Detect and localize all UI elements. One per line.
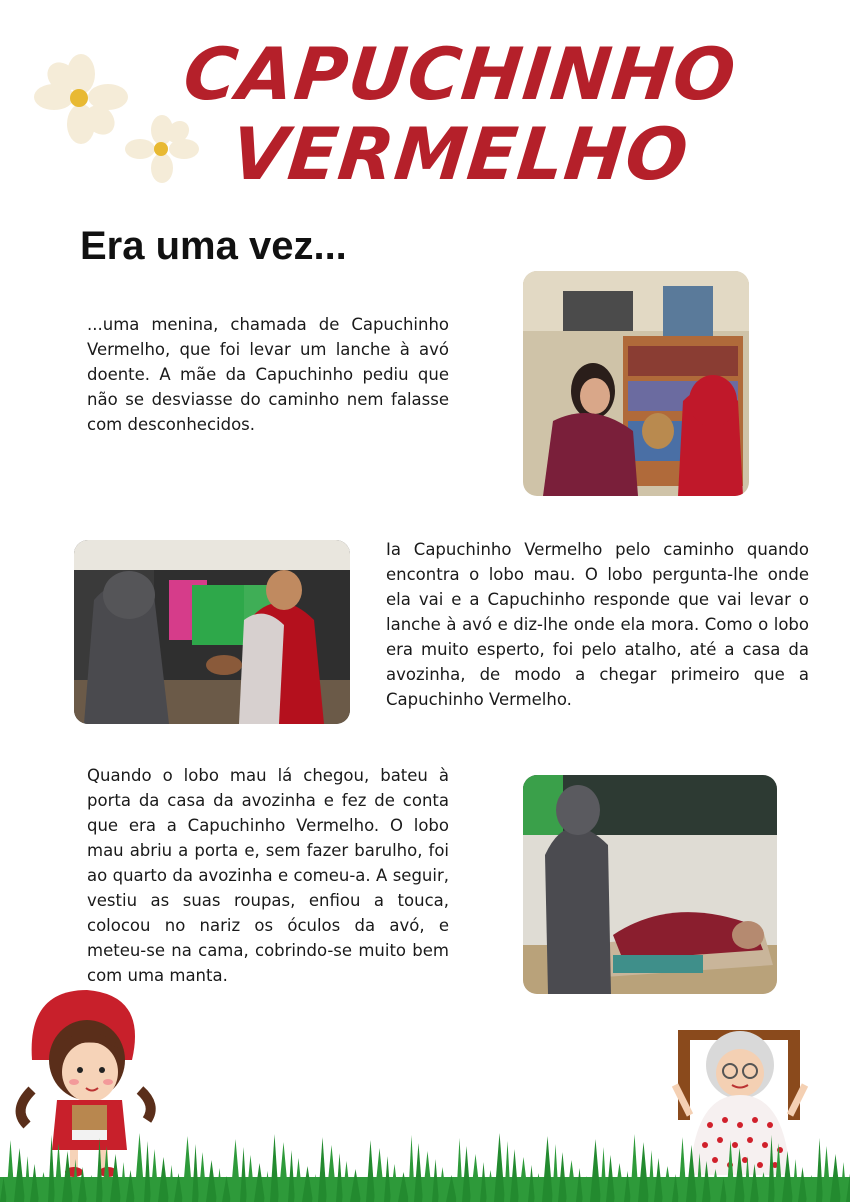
grass-blade — [414, 1143, 423, 1202]
story-paragraph-3: Quando o lobo mau lá chegou, bateu à porta da casa da avozinha e fez de conta que era a Capuchinho Vermelho. O lobo mau abriu a porta e, sem fazer barulho, foi ao quarto da avozinha e comeu-a. A seguir, vestiu as suas roupas, enfiou a touca, colocou no nariz os óculos da avó, e meteu-se na cama, cobrindo-se muito bem com uma manta. — [87, 766, 449, 985]
grass-blade — [270, 1134, 279, 1202]
grass-blade — [134, 1133, 145, 1202]
grass-blade — [96, 1138, 103, 1202]
grass-blade — [510, 1149, 519, 1202]
story-paragraph-1: ...uma menina, chamada de Capuchinho Vermelho, que foi levar um lanche à avó doente. A mãe da Capuchinho pediu que não se desviasse do caminho nem falasse com desconhecidos. — [87, 315, 449, 434]
page-title-line2: VERMELHO — [227, 112, 693, 196]
grass-blade — [374, 1148, 385, 1202]
grass-border — [0, 1122, 850, 1202]
grass-blade — [150, 1149, 159, 1202]
grass-blade — [48, 1135, 55, 1202]
grass-blade — [144, 1141, 151, 1202]
grass-blade — [14, 1148, 25, 1202]
grass-blade — [504, 1141, 511, 1202]
grass-blade — [630, 1134, 639, 1202]
grass-blade — [648, 1150, 655, 1202]
grass-blade — [590, 1139, 601, 1202]
grass-blade — [686, 1145, 697, 1202]
grass-blade — [734, 1148, 745, 1202]
grass-blade — [326, 1145, 337, 1202]
grass-blade — [600, 1147, 607, 1202]
grass-blade — [102, 1146, 111, 1202]
grass-blade — [542, 1136, 553, 1202]
grass-blade — [462, 1146, 471, 1202]
grass-blade — [240, 1147, 247, 1202]
story-paragraph-2: Ia Capuchinho Vermelho pelo caminho quando encontra o lobo mau. O lobo pergunta-lhe onde ela vai e a Capuchinho responde que vai levar o lanche à avó e diz-lhe onde ela mora. Como o lobo era muito esperto, foi pelo atalho, até a casa da avozinha, de modo a chegar primeiro que a Capuchinho Vermelho. — [386, 540, 809, 709]
grass-blade — [494, 1133, 505, 1202]
grass-blade — [318, 1137, 327, 1202]
page-title-line1: CAPUCHINHO — [179, 32, 741, 116]
grass-blade — [366, 1140, 375, 1202]
grass-blade — [408, 1135, 415, 1202]
grass-blade — [230, 1139, 241, 1202]
grass-blade — [768, 1135, 775, 1202]
grass-blade — [638, 1142, 649, 1202]
grass-blade — [278, 1142, 289, 1202]
grass-blade — [678, 1137, 687, 1202]
grass-blade — [54, 1143, 63, 1202]
grass-blade — [288, 1150, 295, 1202]
grass-blade — [456, 1138, 463, 1202]
grass-blade — [774, 1143, 783, 1202]
grass-blade — [182, 1136, 193, 1202]
grass-blade — [782, 1151, 793, 1202]
grass-blade — [816, 1138, 823, 1202]
grass-blade — [62, 1151, 73, 1202]
photo-wolf-at-grandma-bed — [523, 775, 777, 994]
grass-blade — [726, 1140, 735, 1202]
flower-large-icon — [32, 52, 130, 146]
section-heading: Era uma vez... — [80, 224, 347, 268]
photo-teacher-and-child — [523, 271, 749, 496]
grass-blade — [822, 1146, 831, 1202]
grass-blade — [6, 1140, 15, 1202]
grass-blade — [552, 1144, 559, 1202]
grass-blade — [192, 1144, 199, 1202]
photo-wolf-and-red-riding-hood — [74, 540, 350, 724]
grass-blade — [422, 1151, 433, 1202]
